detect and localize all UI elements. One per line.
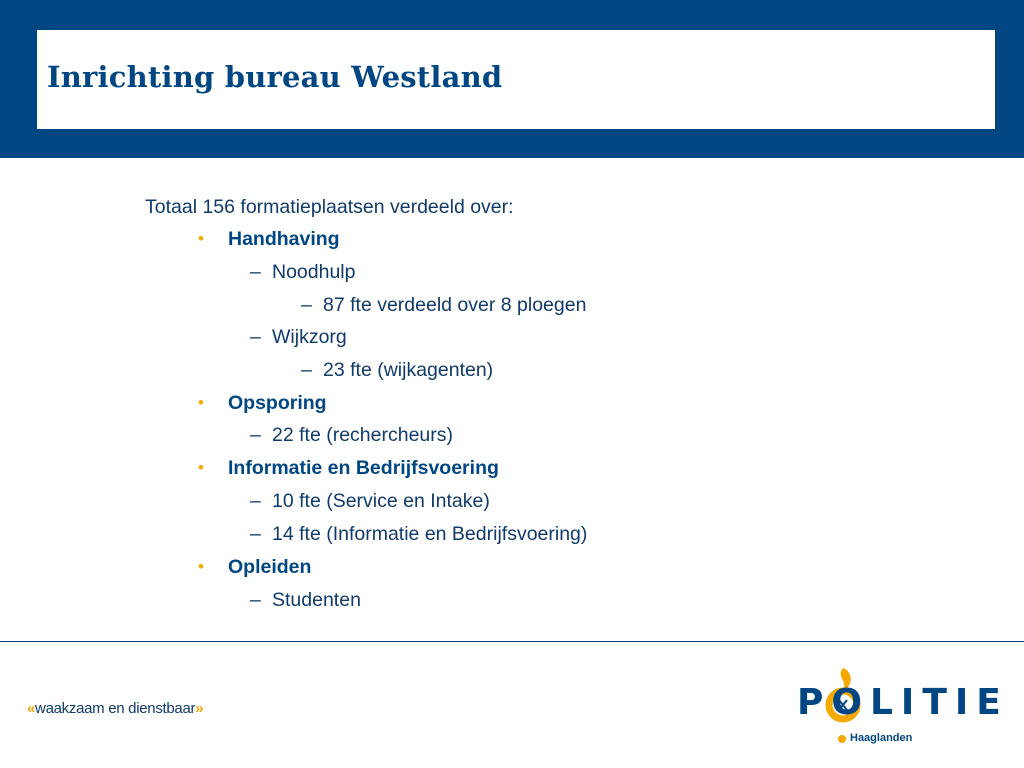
dash-icon: –	[301, 294, 312, 316]
dash-icon: –	[301, 359, 312, 381]
logo-region: Haaglanden	[850, 732, 913, 744]
logo-wordmark: POLITIE	[797, 682, 1009, 723]
dash-icon: –	[250, 326, 261, 348]
intro-text: Totaal 156 formatieplaatsen verdeeld over:	[145, 196, 514, 218]
dash-icon: –	[250, 261, 261, 283]
footer-slogan: «waakzaam en dienstbaar»	[27, 700, 204, 717]
title-box	[37, 30, 995, 129]
dash-icon: –	[250, 589, 261, 611]
page-title: Inrichting bureau Westland	[47, 60, 503, 94]
dash-icon: –	[250, 490, 261, 512]
dash-icon: –	[250, 424, 261, 446]
footer-divider	[0, 641, 1024, 642]
logo-dot-icon	[838, 735, 846, 743]
bullet-icon: •	[198, 229, 204, 248]
dash-icon: –	[250, 523, 261, 545]
bullet-icon: •	[198, 557, 204, 576]
bullet-icon: •	[198, 393, 204, 412]
politie-logo	[795, 660, 1009, 750]
header-band	[0, 0, 1024, 158]
bullet-icon: •	[198, 458, 204, 477]
